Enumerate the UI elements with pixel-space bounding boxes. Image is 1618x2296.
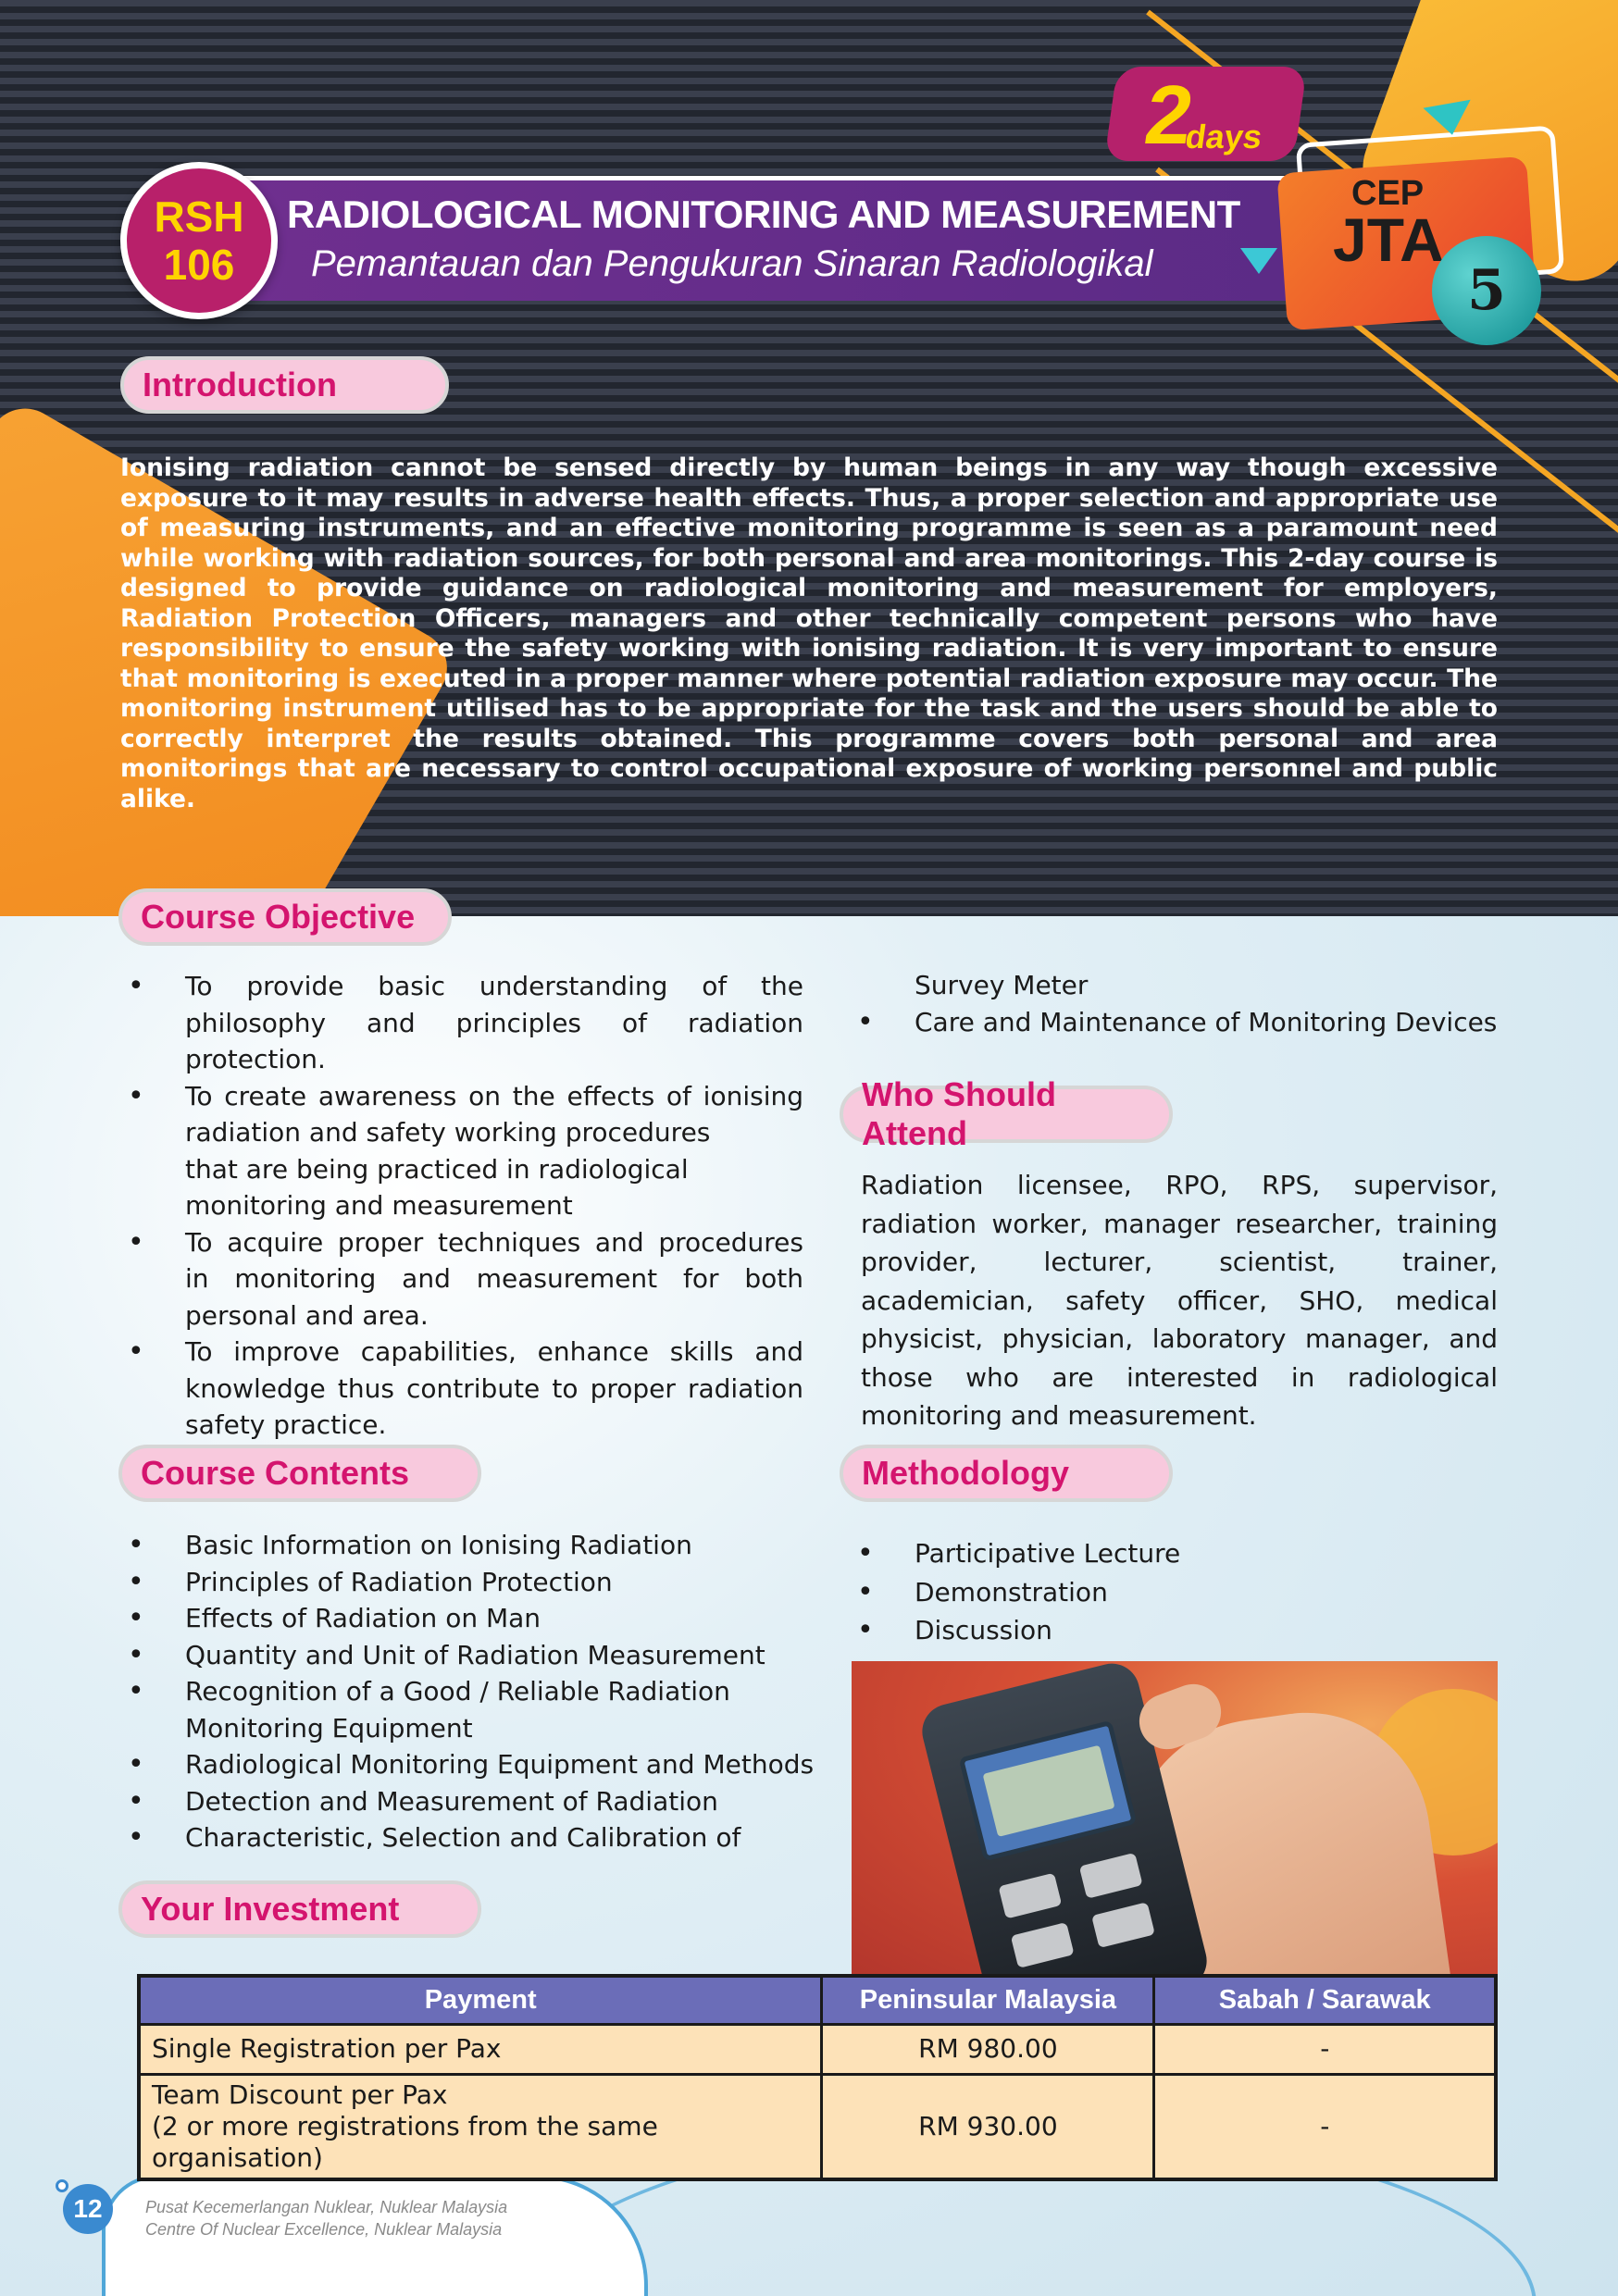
column-header-sabah-sarawak: Sabah / Sarawak <box>1154 1976 1496 2024</box>
footer-line-malay: Pusat Kecemerlangan Nuklear, Nuklear Malaysia <box>145 2198 508 2216</box>
device-key <box>998 1873 1062 1919</box>
course-title-malay: Pemantauan dan Pengukuran Sinaran Radiologikal <box>311 243 1153 284</box>
section-heading-methodology: Methodology <box>840 1445 1173 1502</box>
section-heading-your-investment: Your Investment <box>118 1880 481 1938</box>
table-row <box>139 2074 1496 2179</box>
duration-unit: days <box>1183 118 1265 155</box>
content-item: • Care and Maintenance of Monitoring Devices <box>850 1004 1516 1041</box>
footer-organisation <box>145 2196 507 2240</box>
introduction-paragraph: Ionising radiation cannot be sensed directly by human beings in any way though excessive exposure to it may results in adverse health effects. Thus, a proper selection and appropriate use of measuring instruments, and an effective monitoring programme is seen as a paramount need while working with radiation sources, for both personal and area monitorings. This 2-day course is designed to provide guidance on radiological monitoring and measurement for employers, Radiation Protection Officers, managers and other technically competent persons who have responsibility to ensure the safety working with ionising radiation. It is very important to ensure that monitoring is executed in a proper manner where potential radiation exposure may occur. The monitoring instrument utilised has to be appropriate for the task and the users should be able to correctly interpret the results obtained. This programme covers both personal and area monitorings that are necessary to control occupational exposure of working personnel and public alike. <box>120 453 1498 813</box>
level-number: 5 <box>1467 258 1506 323</box>
content-item: • Recognition of a Good / Reliable Radiation Monitoring Equipment <box>120 1673 787 1746</box>
objective-item: • To provide basic understanding of the philosophy and principles of radiation protection. <box>120 968 803 1078</box>
level-badge <box>1432 236 1541 345</box>
device-screen <box>959 1720 1138 1862</box>
payment-type-line2: (2 or more registrations from the same organisation) <box>152 2110 658 2173</box>
course-code-badge <box>120 162 278 319</box>
course-contents-continued-list <box>850 967 1516 1040</box>
objectives-list <box>120 968 803 1444</box>
objective-item: • To acquire proper techniques and procedures in monitoring and measurement for both personal and area. <box>120 1224 803 1334</box>
course-contents-list <box>120 1527 824 1856</box>
column-header-payment: Payment <box>139 1976 822 2024</box>
content-item: • Effects of Radiation on Man <box>120 1600 824 1637</box>
payment-type: Single Registration per Pax <box>139 2024 822 2074</box>
footer-line-english: Centre Of Nuclear Excellence, Nuklear Malaysia <box>145 2220 503 2239</box>
section-heading-course-objective: Course Objective <box>118 888 452 946</box>
content-item: • Characteristic, Selection and Calibration of <box>120 1819 824 1856</box>
objective-item-continuation: that are being practiced in radiological monitoring and measurement <box>185 1153 689 1221</box>
content-item: • Basic Information on Ionising Radiation <box>120 1527 824 1564</box>
content-item: • Radiological Monitoring Equipment and Methods <box>120 1746 824 1783</box>
course-title-english: RADIOLOGICAL MONITORING AND MEASUREMENT <box>287 192 1240 236</box>
section-heading-introduction: Introduction <box>120 356 449 414</box>
course-code-prefix: RSH <box>154 192 244 241</box>
methodology-item: • Discussion <box>850 1611 1498 1650</box>
methodology-list <box>850 1534 1498 1650</box>
survey-meter-photo <box>852 1661 1498 1978</box>
table-row <box>139 2024 1496 2074</box>
who-should-attend-paragraph: Radiation licensee, RPO, RPS, supervisor, radiation worker, manager researcher, training provider, lecturer, scientist, trainer, academician, safety officer, SHO, medical physicist, physician, laboratory manager, and those who are interested in radiological monitoring and measurement. <box>861 1170 1498 1431</box>
investment-table <box>137 1974 1498 2181</box>
device-key <box>1091 1902 1155 1948</box>
page-dot-decoration <box>56 2179 68 2192</box>
jta-label: JTA <box>1333 205 1444 274</box>
content-item: • Principles of Radiation Protection <box>120 1564 824 1601</box>
device-key <box>1011 1922 1075 1968</box>
table-header-row <box>139 1976 1496 2024</box>
cep-jta-label <box>1333 174 1444 274</box>
duration-badge <box>1104 67 1307 161</box>
content-item: • Quantity and Unit of Radiation Measurement <box>120 1637 824 1674</box>
device-key <box>1079 1853 1143 1899</box>
content-item: • Detection and Measurement of Radiation <box>120 1783 824 1820</box>
section-heading-course-contents: Course Contents <box>118 1445 481 1502</box>
triangle-decoration-icon <box>1240 248 1277 274</box>
payment-type-line1: Team Discount per Pax <box>152 2079 448 2110</box>
sabah-sarawak-price: - <box>1154 2074 1496 2179</box>
payment-type <box>139 2074 822 2179</box>
methodology-item: • Demonstration <box>850 1573 1498 1612</box>
methodology-item: • Participative Lecture <box>850 1534 1498 1573</box>
cep-label: CEP <box>1351 174 1425 213</box>
section-heading-who-should-attend: Who Should Attend <box>840 1086 1173 1143</box>
sabah-sarawak-price: - <box>1154 2024 1496 2074</box>
content-item-continuation: Survey Meter <box>915 970 1089 1000</box>
objective-item: • To improve capabilities, enhance skills and knowledge thus contribute to proper radiation safety practice. <box>120 1334 803 1444</box>
peninsular-price: RM 980.00 <box>822 2024 1154 2074</box>
course-code-number: 106 <box>163 241 235 289</box>
objective-item: • To create awareness on the effects of ionising radiation and safety working procedures <box>120 1078 803 1151</box>
duration-number: 2 <box>1139 69 1200 162</box>
column-header-peninsular: Peninsular Malaysia <box>822 1976 1154 2024</box>
peninsular-price: RM 930.00 <box>822 2074 1154 2179</box>
page-number: 12 <box>63 2184 113 2234</box>
